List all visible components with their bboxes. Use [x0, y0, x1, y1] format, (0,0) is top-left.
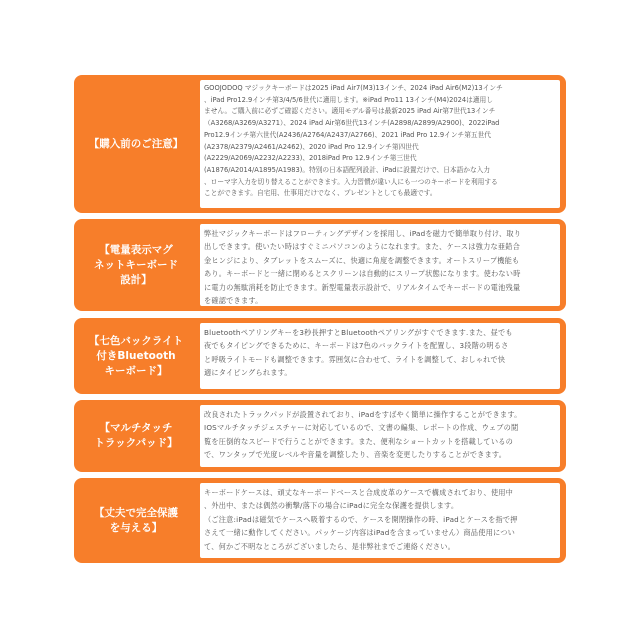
section-title [74, 219, 198, 311]
title-line: ネットキーボード [94, 258, 178, 271]
title-line: 【マルチタッチ [99, 422, 173, 434]
section-battery-display [74, 219, 566, 311]
body-line: 夜でもタイピングできるために、キーボードは7色のバックライトを配置し、3段階の明るさ [204, 341, 509, 351]
body-line: さえて一緒に動作してください。パッケージ内容はiPadを含まっていません）商品使用につい [204, 528, 515, 538]
body-line: 改良されたトラックパッドが設置されており、iPadをすばやく簡単に操作することができます。 [204, 410, 522, 419]
body-line: Bluetoothペアリングキーを3秒長押すとBluetoothペアリングがすぐできます.また、昼でも [204, 328, 513, 337]
body-line: 出しできます。使いたい時はすぐミニパソコンのようになれます。また、ケースは強力な亜鉛合 [204, 242, 521, 252]
title-line: を与える】 [109, 521, 163, 534]
title-line: 【電量表示マグ [99, 243, 173, 256]
title-line: 【丈夫で完全保護 [94, 506, 178, 519]
section-body [200, 80, 560, 208]
body-line: Pro12.9インチ第六世代(A2436/A2764/A2437/A2766)、2021 iPad Pro 12.9インチ第五世代 [204, 130, 491, 139]
section-title [74, 318, 198, 394]
body-line: IOSマルチタッチジェスチャーに対応しているので、文書の編集、レポートの作成、ウェブの閲 [204, 423, 519, 433]
body-line: ません。ご購入前に必ずご確認ください。適用モデル番号は最新2025 iPad Air第7世代13インチ [204, 107, 496, 116]
body-line: あり。キーボードと一緒に閉めるとスクリーンは自動的にスリープ状態になります。使わない時 [204, 269, 521, 279]
body-line: ことができます。自宅用、仕事用だけでなく、プレゼントとしても最適です。 [204, 189, 437, 198]
body-line: 適にタイピングられます。 [204, 368, 292, 378]
body-line: 、外出中、または偶然の衝撃/落下の場合にiPadに完全な保護を提供します。 [204, 501, 459, 511]
body-line: (A2378/A2379/A2461/A2462)、2020 iPad Pro 12.9インチ第四世代 [204, 142, 419, 151]
title-line: 付きBluetooth [96, 349, 176, 362]
body-line: キーボードケースは、頑丈なキーボードベースと合成皮革のケースで構成されており、使用中 [204, 488, 514, 497]
section-title-text [89, 334, 183, 379]
section-purchase-notice [74, 75, 566, 213]
section-body [200, 224, 560, 306]
title-line: 【購入前のご注意】 [88, 137, 184, 150]
body-line: 、ローマ字入力を切り替えることができます。入力習慣が違い人にも一つのキーボードを利用する [204, 177, 498, 186]
section-title [74, 478, 198, 563]
body-line: （A3268/A3269/A3271）、2024 iPad Air第6世代13インチ(A2898/A2899/A2900)、2022iPad [204, 119, 500, 128]
body-line: を確認できます。 [204, 296, 263, 306]
body-line: 弊社マジックキーボードはフローティングデザインを採用し、iPadを磁力で簡単取り付け、取り [204, 229, 522, 238]
body-line: (A1876/A2014/A1895/A1983)。特別の日本語配列設計、iPadに設置だけで、日本語かな入力 [204, 165, 491, 174]
body-line: で、ワンタップで光度レベルや音量を調整したり、音楽を変更したりすることができます。 [204, 450, 507, 460]
body-line: 覧を圧倒的なスピードで行うことができます。また、便利なショートカットを搭載しているの [204, 436, 513, 446]
section-trackpad [74, 400, 566, 472]
body-line: て、何かご不明なところがございましたら、是非弊社までご連絡ください。 [204, 541, 456, 551]
body-line: GOOJODOQ マジックキーボードは2025 iPad Air7(M3)13インチ、2024 iPad Air6(M2)13インチ [204, 84, 503, 92]
section-body [200, 405, 560, 467]
section-title [74, 400, 198, 472]
body-line: 金ヒンジにより、タブレットをスムーズに、快適に角度を調整できます。オートスリープ機能も [204, 255, 520, 265]
title-line: トラックパッド】 [94, 437, 178, 449]
section-title-text [94, 506, 178, 536]
section-body [200, 483, 560, 558]
body-line: （ご注意:iPadは磁気でケースへ吸着するので、ケースを開閉操作の時、iPadとケースを指で押 [204, 514, 518, 524]
body-line: (A2229/A2069/A2232/A2233)、2018iPad Pro 12.9インチ第三世代 [204, 154, 417, 163]
section-backlight [74, 318, 566, 394]
title-line: 【七色バックライト [88, 334, 184, 347]
title-line: キーボード】 [104, 364, 168, 377]
body-line: 、iPad Pro12.9インチ第3/4/5/6世代に適用します。※iPad Pro11 13インチ(M4)2024は適用し [204, 95, 493, 104]
section-title [74, 75, 198, 213]
section-body [200, 323, 560, 389]
body-line: に電力の無駄消耗を防止できます。新型電量表示設計で、リアルタイムでキーボードの電池残量 [204, 282, 521, 292]
body-line: と呼吸ライトモードも調整できます。雰囲気に合わせて、ライトを調整して、おしゃれで快 [204, 354, 506, 364]
section-title-text [94, 243, 178, 288]
section-title-text [89, 137, 184, 152]
section-protection [74, 478, 566, 563]
section-title-text [94, 421, 177, 451]
title-line: 設計】 [120, 273, 152, 286]
